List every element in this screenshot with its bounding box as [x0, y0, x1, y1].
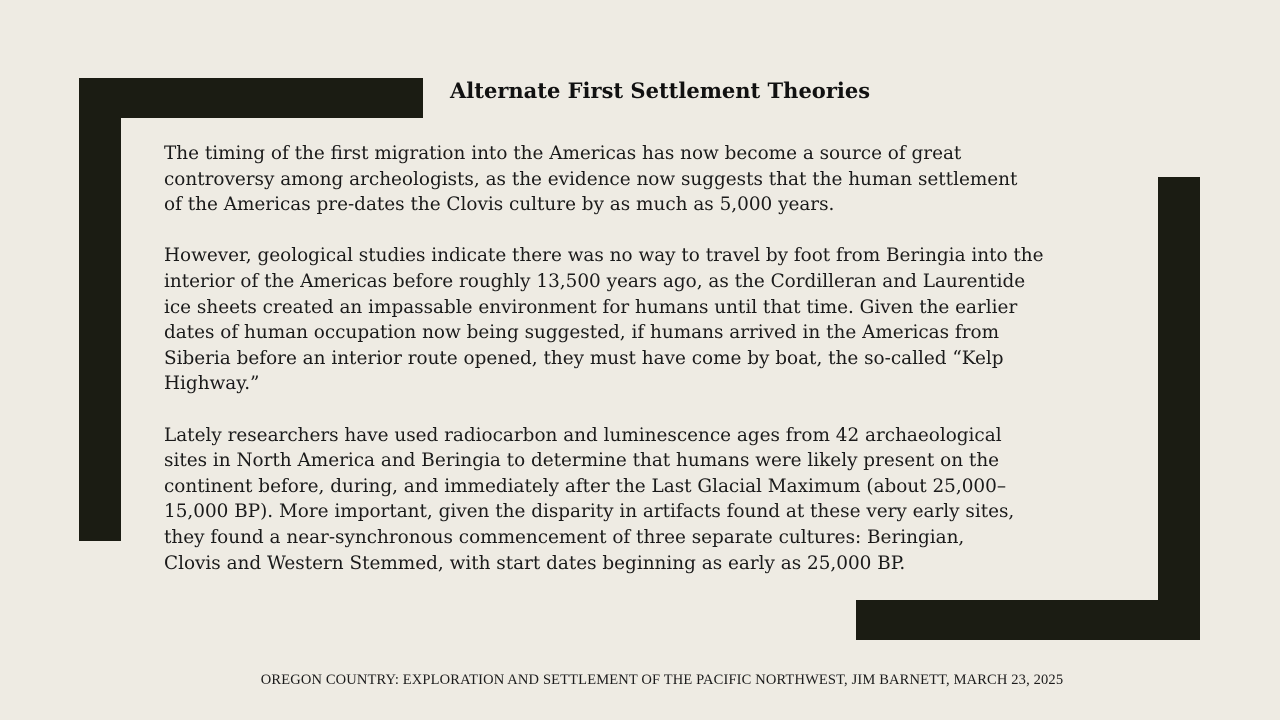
frame-bottom-right-vertical [1158, 177, 1200, 640]
frame-top-left-vertical [79, 78, 121, 541]
frame-bottom-right-horizontal [856, 600, 1200, 640]
frame-top-left-horizontal [79, 78, 423, 118]
paragraph-migration-timing: The timing of the first migration into the Americas has now become a source of great controversy among archeologists, as the evidence now suggests that the human settlement of the Americas pre-dates the Clovis culture by as much as 5,000 years. [164, 143, 1018, 216]
slide-title: Alternate First Settlement Theories [450, 78, 871, 103]
paragraph-recent-research: Lately researchers have used radiocarbon and luminescence ages from 42 archaeological sites in North America and Beringia to determine that humans were likely present on the continent before, during, and immediately after the Last Glacial Maximum (about 25,000– 15,000 BP). More important, given the disparity in artifacts found at these very early sites, they found a near-synchronous commencement of three separate cultures: Beringian, Clovis and Western Stemmed, with start dates beginning as early as 25,000 BP. [164, 424, 1015, 574]
footer-text: OREGON COUNTRY: EXPLORATION AND SETTLEMENT OF THE PACIFIC NORTHWEST, JIM BARNETT, MARCH 23, 2025 [260, 672, 1064, 688]
slide-body [164, 141, 1149, 602]
slide-footer [0, 670, 1280, 690]
paragraph-geological-studies: However, geological studies indicate there was no way to travel by foot from Beringia into the interior of the Americas before roughly 13,500 years ago, as the Cordilleran and Laurentide ice sheets created an impassable environment for humans until that time. Given the earlier dates of human occupation now being suggested, if humans arrived in the Americas from Siberia before an interior route opened, they must have come by boat, the so-called “Kelp Highway.” [164, 245, 1044, 395]
